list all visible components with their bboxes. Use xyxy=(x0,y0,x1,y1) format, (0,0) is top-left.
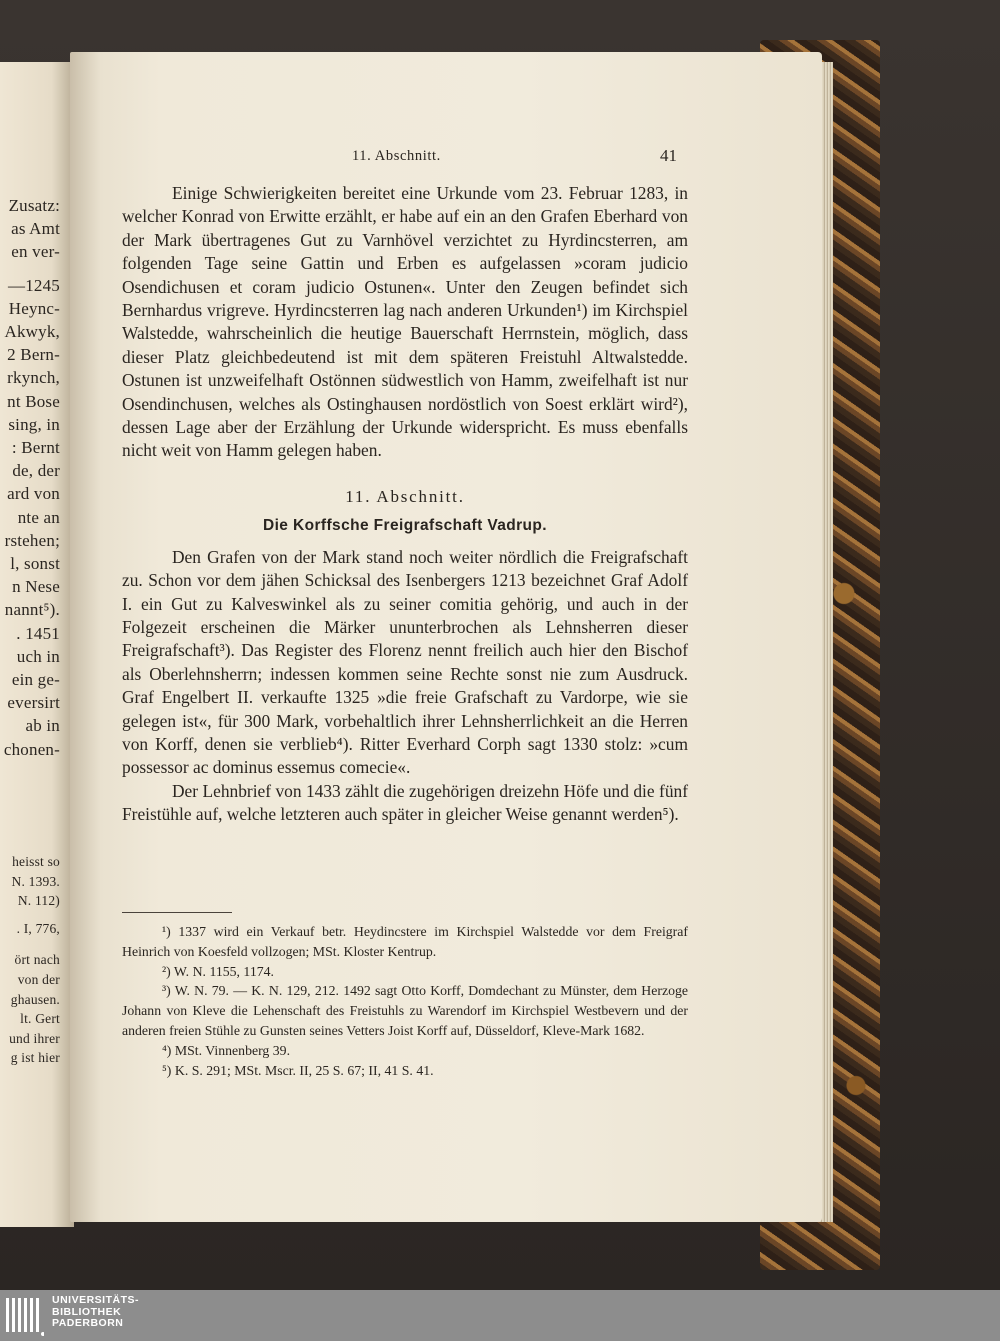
left-page-line: : Bernt xyxy=(11,438,60,457)
footnote-rule xyxy=(122,912,232,913)
body-text xyxy=(122,182,688,827)
left-page-line: en ver- xyxy=(11,242,60,262)
right-page xyxy=(70,52,822,1222)
left-page-line: n Nese xyxy=(12,577,60,597)
left-page-line: ab in xyxy=(25,716,60,736)
left-page-line: uch in xyxy=(16,646,60,666)
footnote: ⁴) MSt. Vinnenberg 39. xyxy=(162,1042,291,1058)
left-page-line: ard von xyxy=(7,484,60,504)
left-page-footnote-line: N. 1393. xyxy=(11,873,60,889)
footnote: ⁵) K. S. 291; MSt. Mscr. II, 25 S. 67; II, 41 S. 41. xyxy=(162,1062,434,1078)
paragraph: Der Lehnbrief von 1433 zählt die zugehörigen dreizehn Höfe und die fünf Freistühle auf, welche letzteren auch später in gleicher Weise genannt werden⁵). xyxy=(122,780,688,825)
left-page-line: sing, in xyxy=(8,414,60,434)
footnote: ²) W. N. 1155, 1174. xyxy=(162,963,274,979)
footnotes xyxy=(122,922,688,1080)
left-page-line: 2 Bern- xyxy=(7,345,60,365)
left-page-footnote-line: g ist hier xyxy=(10,1050,60,1066)
left-page-line: Heync- xyxy=(8,298,60,318)
page-number: 41 xyxy=(660,146,677,165)
library-name xyxy=(52,1295,139,1330)
left-page xyxy=(0,62,74,1227)
left-page-line: chonen- xyxy=(3,739,60,759)
left-page-line: ein ge- xyxy=(11,670,60,689)
left-page-line: de, der xyxy=(12,461,60,481)
footnote: ¹) 1337 wird ein Verkauf betr. Heydincstere im Kirchspiel Walstedde vor dem Freigraf Heinrich von Koesfeld vollzogen; MSt. Kloster Kentrup. xyxy=(122,924,688,959)
left-page-footnote-line: N. 112) xyxy=(17,893,60,909)
left-page-footnote-line: ört nach xyxy=(14,952,60,968)
left-page-line: Akwyk, xyxy=(4,322,60,341)
footnote: ³) W. N. 79. — K. N. 129, 212. 1492 sagt Otto Korff, Domdechant zu Münster, dem Herzoge Johann von Kleve die Lehenschaft des Freistuhls zu Warendorf im Kirchspiel Westbevern und der anderen freien Stühle zu Gunsten seines Vetters Joist Korff auf, Düsseldorf, Kleve-Mark 1682. xyxy=(122,983,688,1038)
left-page-line: Zusatz: xyxy=(8,196,60,215)
left-page-line: —1245 xyxy=(8,275,60,295)
left-page-line: l, sonst xyxy=(10,554,60,573)
left-page-line: nte an xyxy=(17,507,60,527)
paragraph: Den Grafen von der Mark stand noch weiter nördlich die Freigrafschaft zu. Schon vor dem jähen Schicksal des Isenbergers 1213 bezeichnet Graf Adolf I. ein Gut zu Kalveswinkel als zu seiner comitia gehörig, und auch in der Folgezeit erscheinen die Märker ununterbrochen als Lehnsherren dieser Freigrafschaft³). Das Register des Florenz nennt freilich auch hier den Bischof als Oberlehnsherrn; indessen kommen seine Rechte sonst nie zum Ausdruck. Graf Engelbert II. verkaufte 1325 »die freie Grafschaft zu Vardorpe, wie sie gelegen ist«, für 300 Mark, vorbehaltlich ihrer Lehnsherrlichkeit an die Herren von Korff, denen sie verblieb⁴). Ritter Everhard Corph sagt 1330 stolz: »cum possessor ac dominus essemus comecie«. xyxy=(122,546,688,778)
section-heading: 11. Abschnitt. xyxy=(345,486,465,506)
left-page-footnote-line: von der xyxy=(17,972,60,987)
library-name-line: PADERBORN xyxy=(52,1317,124,1329)
left-page-footnote-line: und ihrer xyxy=(9,1030,60,1046)
section-title: Die Korffsche Freigrafschaft Vadrup. xyxy=(263,517,547,535)
left-page-footnote-line: . I, 776, xyxy=(16,920,60,936)
left-page-footnote-line: heisst so xyxy=(12,854,60,869)
library-name-line: BIBLIOTHEK xyxy=(52,1305,122,1318)
left-page-footnote-line: ghausen. xyxy=(10,991,60,1007)
left-page-line: rstehen; xyxy=(4,530,60,550)
left-page-line: as Amt xyxy=(11,219,60,239)
left-page-line: rkynch, xyxy=(7,368,60,388)
left-page-footnote-line: lt. Gert xyxy=(20,1011,60,1027)
running-head: 11. Abschnitt. xyxy=(352,148,441,164)
left-page-line: eversirt xyxy=(7,693,60,713)
library-logo-icon xyxy=(4,1294,44,1338)
left-page-line: nannt⁵). xyxy=(4,600,60,620)
paragraph: Einige Schwierigkeiten bereitet eine Urkunde vom 23. Februar 1283, in welcher Konrad von Erwitte erzählt, er habe auf ein an den Grafen Eberhard von der Mark übertragenes Gut zu Varnhövel verzichtet zu Hyrdincsterren, am folgenden Tage seine Gattin und Erben es aufgelassen »coram judicio Osendichusen et coram judicio Ostunen«. Unter den Zeugen befindet sich Bernhardus vrigreve. Hyrdincsterren lag nach anderen Urkunden¹) im Kirchspiel Walstedde, wahrscheinlich die heutige Bauerschaft Herrnstein, möglich, dass dieser Platz gleichbedeutend ist mit dem späteren Freistuhl Altwalstedde. Ostunen ist unzweifelhaft Ostönnen südwestlich von Hamm, zweifelhaft ist nur Osendinchusen, welches als Ostinghausen nordöstlich von Soest erklärt wird²), dessen Lage aber der Erzählung der Urkunde widerspricht. Es muss ebenfalls nicht weit von Hamm gelegen haben. xyxy=(122,183,688,461)
library-name-line: UNIVERSITÄTS- xyxy=(52,1294,140,1306)
left-page-line: . 1451 xyxy=(16,623,60,643)
left-page-line: nt Bose xyxy=(7,391,60,411)
institution-bar xyxy=(0,1290,1000,1341)
